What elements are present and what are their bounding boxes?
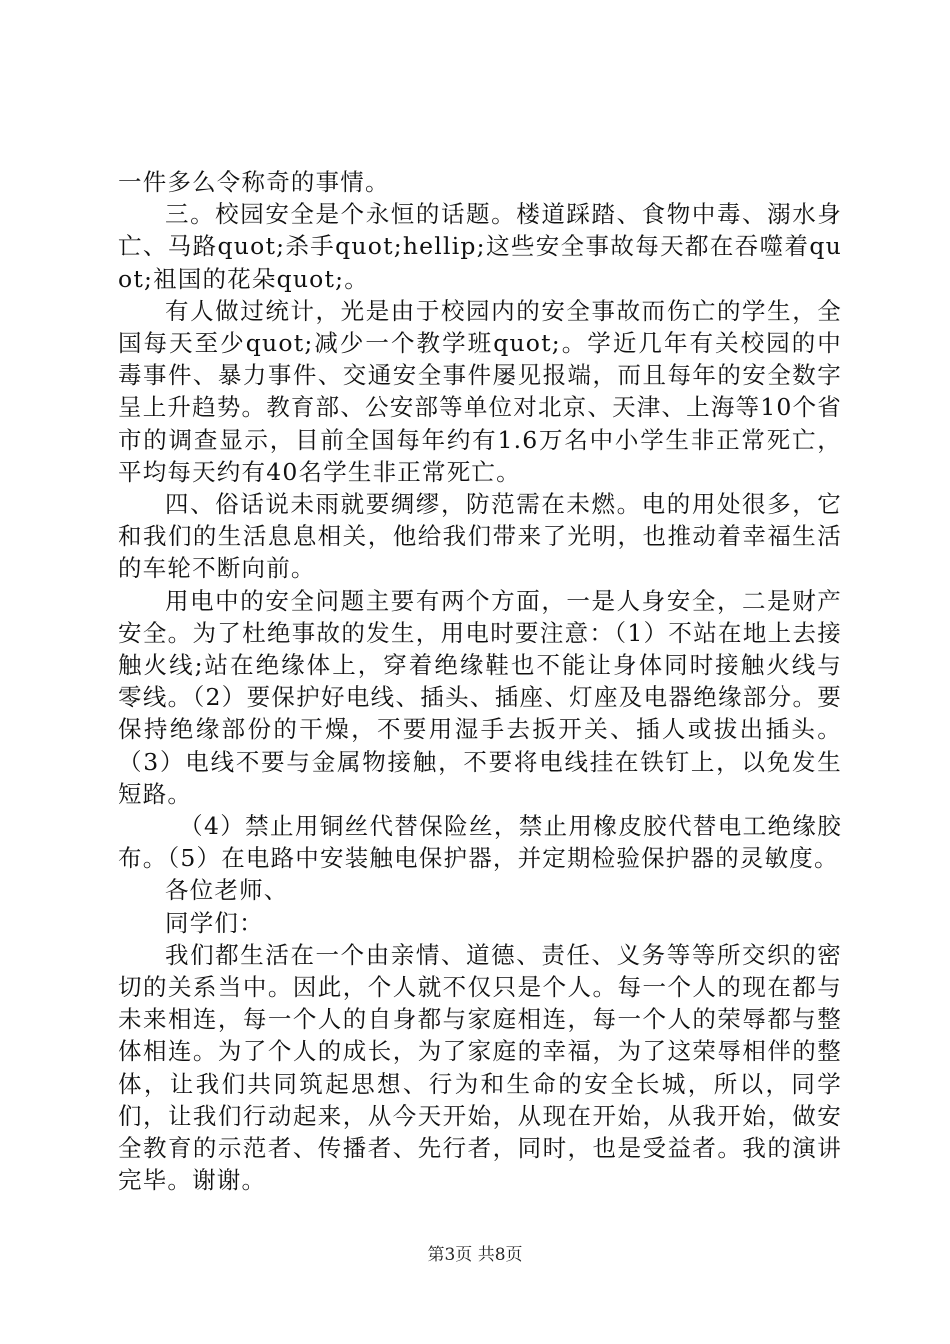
paragraph-section-three: 三。校园安全是个永恒的话题。楼道踩踏、食物中毒、溺水身亡、马路quot;杀手quot;hellip;这些安全事故每天都在吞噬着quot;祖国的花朵quot;。 <box>118 200 842 293</box>
paragraph-continuation: 一件多么令称奇的事情。 <box>118 168 390 196</box>
salutation-students: 同学们： <box>165 908 264 937</box>
paragraph-section-four: 四、俗话说未雨就要绸缪，防范需在未燃。电的用处很多，它和我们的生活息息相关，他给我们带来了光明，也推动着幸福生活的车轮不断向前。 <box>118 490 842 583</box>
paragraph-safety-rules: （4）禁止用铜丝代替保险丝，禁止用橡皮胶代替电工绝缘胶布。（5）在电路中安装触电保护器，并定期检验保护器的灵敏度。 <box>118 812 842 873</box>
page-number-footer: 第3页 共8页 <box>427 1245 523 1265</box>
paragraph-electric-safety: 用电中的安全问题主要有两个方面，一是人身安全，二是财产安全。为了杜绝事故的发生，用电时要注意：（1）不站在地上去接触火线;站在绝缘体上，穿着绝缘鞋也不能让身体同时接触火线与零线。（2）要保护好电线、插头、插座、灯座及电器绝缘部分。要保持绝缘部份的干燥，不要用湿手去扳开关、插人或拔出插头。（3）电线不要与金属物接触，不要将电线挂在铁钉上，以免发生短路。 <box>118 586 842 808</box>
paragraph-statistics: 有人做过统计，光是由于校园内的安全事故而伤亡的学生，全国每天至少quot;减少一个教学班quot;。学近几年有关校园的中毒事件、暴力事件、交通安全事件屡见报端，而且每年的安全数字呈上升趋势。教育部、公安部等单位对北京、天津、上海等10个省市的调查显示，目前全国每年约有1.6万名中小学生非正常死亡，平均每天约有40名学生非正常死亡。 <box>118 296 842 486</box>
salutation-teachers: 各位老师、 <box>165 876 289 905</box>
paragraph-closing: 我们都生活在一个由亲情、道德、责任、义务等等所交织的密切的关系当中。因此，个人就不仅只是个人。每一个人的现在都与未来相连，每一个人的自身都与家庭相连，每一个人的荣辱都与整体相连。为了个人的成长，为了家庭的幸福，为了这荣辱相伴的整体，让我们共同筑起思想、行为和生命的安全长城，所以，同学们，让我们行动起来，从今天开始，从现在开始，从我开始，做安全教育的示范者、传播者、先行者，同时，也是受益者。我的演讲完毕。谢谢。 <box>118 940 842 1195</box>
document-body <box>118 166 842 1197</box>
